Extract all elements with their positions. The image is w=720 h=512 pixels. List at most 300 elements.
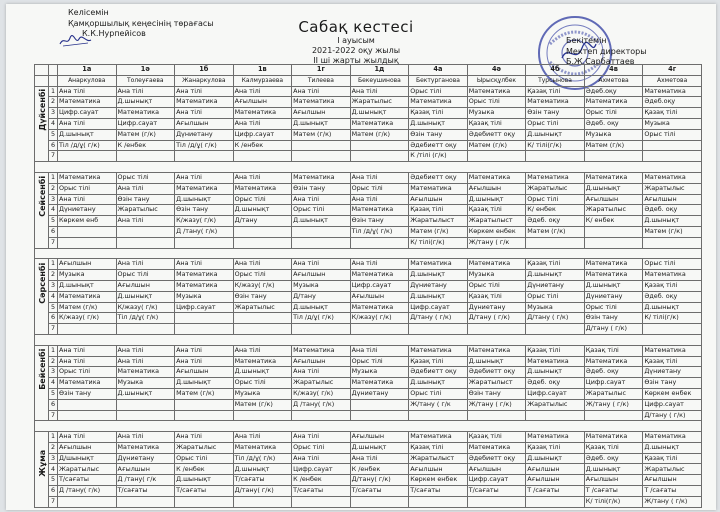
lesson-cell: Цифр.сауат	[233, 129, 292, 140]
lesson-cell: Музыка	[467, 108, 526, 119]
lesson-cell	[292, 410, 351, 421]
lesson-cell	[409, 410, 468, 421]
lesson-cell: Ағылшын	[350, 291, 409, 302]
lesson-cell	[233, 237, 292, 248]
lesson-cell	[467, 324, 526, 335]
lesson-cell: К/ тілі(г/к)	[643, 313, 702, 324]
table-row	[35, 129, 702, 140]
lesson-cell: Ана тілі	[116, 86, 175, 97]
lesson-cell: Математика	[175, 280, 234, 291]
lesson-cell: Матем (г/к)	[526, 226, 585, 237]
lesson-cell: Т /сағаты	[584, 486, 643, 497]
lesson-number: 1	[49, 172, 58, 183]
lesson-cell: Әдеб. оқу	[643, 205, 702, 216]
lesson-cell: Жаратылыст	[467, 216, 526, 227]
lesson-cell: Д.шынықт	[292, 216, 351, 227]
lesson-number: 7	[49, 151, 58, 162]
lesson-cell: Т /сағаты	[643, 486, 702, 497]
lesson-cell	[233, 410, 292, 421]
lesson-cell: К /енбек	[175, 464, 234, 475]
lesson-number: 4	[49, 378, 58, 389]
lesson-cell: Әдебиетт оқу	[467, 453, 526, 464]
lesson-cell: К /енбек	[116, 140, 175, 151]
lesson-number: 6	[49, 486, 58, 497]
page-title: Сабақ кестесі	[298, 18, 414, 36]
lesson-cell	[116, 324, 175, 335]
lesson-cell	[116, 226, 175, 237]
lesson-cell: Д.шынықт	[409, 291, 468, 302]
lesson-cell: Көркем енбек	[467, 226, 526, 237]
lesson-cell: Ағылшын	[292, 356, 351, 367]
lesson-cell: Орыс тілі	[409, 388, 468, 399]
lesson-cell: Қазақ тілі	[526, 442, 585, 453]
lesson-cell: Д/тану	[233, 216, 292, 227]
lesson-cell: Математика	[116, 108, 175, 119]
lesson-cell	[175, 237, 234, 248]
lesson-cell: Ағылшын	[292, 270, 351, 281]
lesson-cell: Орыс тілі	[526, 194, 585, 205]
teacher-header: Ырысқұлбек	[467, 75, 526, 86]
lesson-cell	[116, 410, 175, 421]
lesson-cell: Д/тану	[292, 291, 351, 302]
lesson-cell: Матем (г/к)	[175, 388, 234, 399]
teacher-header: Калмурзаева	[233, 75, 292, 86]
class-header: 4а	[409, 65, 468, 76]
lesson-cell: Матем (г/к)	[292, 129, 351, 140]
lesson-cell: Д/тану ( г/к)	[526, 313, 585, 324]
lesson-cell: Д/шынықт	[58, 453, 117, 464]
lesson-cell: Ана тілі	[175, 356, 234, 367]
lesson-cell: Д.шынықт	[116, 388, 175, 399]
lesson-cell: Д/тану( г/к)	[233, 486, 292, 497]
table-row	[35, 324, 702, 335]
lesson-cell: Өзін тану	[233, 291, 292, 302]
lesson-cell: Ана тілі	[292, 86, 351, 97]
lesson-cell: Математика	[584, 270, 643, 281]
lesson-cell: Д.шынықт	[584, 183, 643, 194]
lesson-cell: Қазақ тілі	[467, 118, 526, 129]
lesson-cell: Математика	[233, 442, 292, 453]
lesson-cell: Қазақ тілі	[409, 205, 468, 216]
table-row	[35, 108, 702, 119]
lesson-cell: Математика	[409, 97, 468, 108]
lesson-number: 2	[49, 97, 58, 108]
lesson-cell: Ана тілі	[350, 453, 409, 464]
lesson-number: 1	[49, 432, 58, 443]
teacher-header: Анаркулова	[58, 75, 117, 86]
lesson-cell: Ана тілі	[116, 183, 175, 194]
lesson-cell: Қазақ тілі	[409, 442, 468, 453]
lesson-cell: Д.шынықт	[584, 464, 643, 475]
lesson-number: 3	[49, 194, 58, 205]
lesson-cell: Ана тілі	[233, 86, 292, 97]
lesson-cell: Жаратылыс	[116, 205, 175, 216]
lesson-cell: Ағылшын	[409, 194, 468, 205]
lesson-cell: Өзін тану	[409, 129, 468, 140]
lesson-cell: Жаратылыс	[526, 183, 585, 194]
lesson-cell	[350, 399, 409, 410]
day-separator	[35, 334, 702, 345]
table-row	[35, 259, 702, 270]
lesson-cell: Д.шынықт	[643, 442, 702, 453]
lesson-cell: Математика	[643, 345, 702, 356]
lesson-cell: Орыс тілі	[584, 302, 643, 313]
lesson-cell: Өзін тану	[175, 205, 234, 216]
lesson-cell	[350, 496, 409, 507]
day-label	[35, 345, 49, 421]
lesson-cell: Жаратылыс	[584, 388, 643, 399]
lesson-cell: Математика	[584, 259, 643, 270]
lesson-cell: Орыс тілі	[116, 270, 175, 281]
lesson-cell: Цифр.сауат	[116, 118, 175, 129]
approval-right-line-3: Б.Ж.Сарбаттаев	[566, 57, 635, 66]
lesson-cell: Орыс тілі	[116, 172, 175, 183]
class-header: 4ә	[467, 65, 526, 76]
lesson-cell: Д/тану ( г/к)	[584, 324, 643, 335]
day-label	[35, 172, 49, 248]
lesson-cell: Математика	[643, 432, 702, 443]
lesson-cell: Әдеб. оқу	[526, 216, 585, 227]
lesson-cell	[350, 410, 409, 421]
lesson-cell: Математика	[350, 270, 409, 281]
lesson-cell: Цифр.сауат	[526, 388, 585, 399]
lesson-cell: Ағылшын	[467, 183, 526, 194]
day-name: Жұма	[38, 449, 48, 477]
lesson-cell	[175, 324, 234, 335]
lesson-cell: К/жазу( г/к)	[292, 388, 351, 399]
lesson-cell: Ағылшын	[409, 464, 468, 475]
lesson-cell: Тіл /д/ұ( г/к)	[175, 140, 234, 151]
day-separator	[35, 162, 702, 173]
lesson-cell: Орыс тілі	[409, 86, 468, 97]
lesson-cell: Дүниетану	[58, 205, 117, 216]
teacher-header: Тилеева	[292, 75, 351, 86]
lesson-cell	[233, 151, 292, 162]
lesson-cell	[350, 324, 409, 335]
lesson-cell: К/ тілі(г/к)	[584, 496, 643, 507]
lesson-cell	[409, 324, 468, 335]
lesson-cell: Дүниетану	[643, 367, 702, 378]
lesson-cell	[233, 313, 292, 324]
lesson-cell: Ана тілі	[58, 345, 117, 356]
lesson-cell: Ана тілі	[233, 259, 292, 270]
lesson-cell: Әдебиетт оқу	[467, 129, 526, 140]
lesson-cell: Д.шынықт	[526, 453, 585, 464]
lesson-cell	[526, 237, 585, 248]
lesson-cell: Музыка	[175, 291, 234, 302]
lesson-cell: Орыс тілі	[643, 129, 702, 140]
lesson-cell: Д.шынықт	[409, 270, 468, 281]
lesson-cell	[233, 496, 292, 507]
lesson-cell: Тіл /д/ұ( г/к)	[233, 453, 292, 464]
lesson-number: 5	[49, 388, 58, 399]
day-separator	[35, 421, 702, 432]
lesson-number: 2	[49, 270, 58, 281]
lesson-cell	[175, 151, 234, 162]
lesson-cell: Ағылшын	[58, 442, 117, 453]
shift-label: I ауысым	[337, 36, 375, 45]
lesson-cell: Әдеб. оқу	[584, 118, 643, 129]
lesson-cell	[584, 151, 643, 162]
lesson-cell: Орыс тілі	[467, 280, 526, 291]
lesson-number: 4	[49, 118, 58, 129]
table-row	[35, 183, 702, 194]
lesson-cell: Математика	[467, 86, 526, 97]
lesson-cell	[467, 151, 526, 162]
lesson-cell: Математика	[233, 356, 292, 367]
lesson-cell: Қазақ тілі	[409, 108, 468, 119]
lesson-cell: Музыка	[467, 270, 526, 281]
lesson-cell	[467, 496, 526, 507]
lesson-cell: К/ тілі(г/к)	[526, 140, 585, 151]
lesson-cell: Цифр.сауат	[292, 464, 351, 475]
lesson-cell	[350, 151, 409, 162]
lesson-cell: Математика	[175, 270, 234, 281]
class-header: 4в	[584, 65, 643, 76]
lesson-number: 5	[49, 216, 58, 227]
lesson-cell: Өзін тану	[58, 388, 117, 399]
lesson-cell	[58, 399, 117, 410]
lesson-cell: К /енбек	[233, 140, 292, 151]
lesson-cell: Ағылшын	[584, 194, 643, 205]
lesson-cell: Әдеб. оқу	[526, 378, 585, 389]
lesson-cell: Ана тілі	[58, 356, 117, 367]
lesson-cell: Математика	[233, 108, 292, 119]
lesson-cell: Ана тілі	[58, 194, 117, 205]
table-row	[35, 172, 702, 183]
lesson-cell: Қазақ тілі	[643, 108, 702, 119]
table-row	[35, 302, 702, 313]
lesson-cell: Ағылшын	[233, 97, 292, 108]
lesson-cell: Жаратылыс	[526, 399, 585, 410]
lesson-cell	[58, 151, 117, 162]
table-row	[35, 345, 702, 356]
lesson-cell: Дүниетану	[350, 388, 409, 399]
lesson-cell: Т /сағаты	[526, 486, 585, 497]
lesson-cell: Ана тілі	[292, 453, 351, 464]
lesson-cell: Өзін тану	[526, 108, 585, 119]
lesson-cell: Көркем енбек	[409, 475, 468, 486]
day-separator-cell	[35, 334, 702, 345]
lesson-cell: Д.шынықт	[526, 270, 585, 281]
table-row	[35, 97, 702, 108]
lesson-cell: Ағылшын	[116, 464, 175, 475]
lesson-cell	[350, 140, 409, 151]
lesson-cell: Матем (г/к)	[584, 140, 643, 151]
lesson-cell: Жаратылыст	[409, 216, 468, 227]
day-separator	[35, 248, 702, 259]
lesson-cell: Ана тілі	[233, 172, 292, 183]
lesson-cell: Әдеб. оқу	[643, 291, 702, 302]
lesson-cell: Дүниетану	[467, 302, 526, 313]
lesson-number: 6	[49, 313, 58, 324]
lesson-cell: Математика	[350, 118, 409, 129]
lesson-cell: Ана тілі	[350, 259, 409, 270]
table-row	[35, 226, 702, 237]
lesson-cell: К/ тілі(г/к)	[409, 237, 468, 248]
lesson-cell	[116, 151, 175, 162]
lesson-number: 5	[49, 475, 58, 486]
lesson-cell	[58, 324, 117, 335]
lesson-cell: Ж/тану ( г/к)	[467, 399, 526, 410]
class-header: 1ә	[116, 65, 175, 76]
lesson-cell: Ана тілі	[292, 259, 351, 270]
lesson-number: 2	[49, 442, 58, 453]
lesson-cell: Ағылшын	[526, 464, 585, 475]
timetable	[34, 64, 702, 508]
approval-right-line-1: Бекітемін	[566, 36, 607, 45]
lesson-cell: Д.шынықт	[233, 464, 292, 475]
lesson-cell: Жаратылыс	[58, 464, 117, 475]
lesson-cell	[526, 324, 585, 335]
lesson-cell: Д.шынықт	[175, 475, 234, 486]
day-label	[35, 86, 49, 162]
lesson-cell: Музыка	[58, 270, 117, 281]
lesson-cell: Қазақ тілі	[584, 345, 643, 356]
lesson-cell	[116, 496, 175, 507]
lesson-cell: Д /тану( г/к)	[292, 399, 351, 410]
lesson-cell: Математика	[643, 86, 702, 97]
lesson-cell: Д.шынықт	[58, 129, 117, 140]
lesson-cell: Математика	[292, 345, 351, 356]
lesson-cell: Д.шынықт	[175, 378, 234, 389]
table-row	[35, 442, 702, 453]
lesson-cell: Математика	[467, 345, 526, 356]
lesson-number: 5	[49, 129, 58, 140]
lesson-cell: Әдеб. оқу	[584, 367, 643, 378]
lesson-cell: Математика	[175, 97, 234, 108]
lesson-cell: Д.шынықт	[467, 194, 526, 205]
corner-cell	[35, 75, 49, 86]
lesson-cell: Математика	[643, 270, 702, 281]
lesson-cell: Жаратылыс	[233, 302, 292, 313]
lesson-cell: Орыс тілі	[643, 259, 702, 270]
lesson-number: 7	[49, 410, 58, 421]
lesson-cell	[350, 237, 409, 248]
teacher-header: Ахметова	[584, 75, 643, 86]
lesson-cell: Ана тілі	[175, 108, 234, 119]
day-separator-cell	[35, 248, 702, 259]
lesson-cell: Ана тілі	[175, 172, 234, 183]
lesson-number: 4	[49, 464, 58, 475]
lesson-cell: Қазақ тілі	[643, 356, 702, 367]
lesson-cell	[175, 410, 234, 421]
table-row	[35, 378, 702, 389]
lesson-cell: Т/сағаты	[292, 486, 351, 497]
approval-left-line-1: Келісемін	[68, 8, 109, 17]
lesson-cell: Ағылшын	[350, 432, 409, 443]
lesson-cell	[233, 324, 292, 335]
lesson-cell: Қазақ тілі	[526, 86, 585, 97]
lesson-cell: Жаратылыс	[643, 464, 702, 475]
lesson-cell: К/ енбек	[526, 205, 585, 216]
lesson-cell: Музыка	[292, 280, 351, 291]
school-year-label: 2021-2022 оқу жылы	[311, 46, 401, 55]
lesson-cell: Д.шынықт	[233, 205, 292, 216]
lesson-cell: Ағылшын	[175, 367, 234, 378]
lesson-cell: Дүниетану	[584, 291, 643, 302]
lesson-number: 6	[49, 140, 58, 151]
lesson-cell: Өзін тану	[643, 378, 702, 389]
lesson-cell: Матем (г/к)	[350, 129, 409, 140]
lesson-cell: Музыка	[643, 118, 702, 129]
lesson-cell: Жаратылыст	[409, 453, 468, 464]
class-header: 1г	[292, 65, 351, 76]
lesson-cell: Ана тілі	[350, 172, 409, 183]
lesson-cell: Цифр.сауат	[350, 280, 409, 291]
lesson-number: 1	[49, 259, 58, 270]
table-row	[35, 194, 702, 205]
lesson-cell: Ана тілі	[175, 259, 234, 270]
lesson-cell: К /тілі (г/к)	[409, 151, 468, 162]
lesson-cell: К/жазу( г/к)	[58, 313, 117, 324]
lesson-number: 2	[49, 356, 58, 367]
class-header: 1в	[233, 65, 292, 76]
lesson-cell: Тіл /д/ұ( г/к)	[350, 226, 409, 237]
lesson-cell: Музыка	[350, 367, 409, 378]
lesson-cell: Математика	[584, 97, 643, 108]
lesson-cell: Д.шынықт	[643, 216, 702, 227]
lesson-cell: К/жазу( г/к)	[175, 216, 234, 227]
lesson-cell: Ана тілі	[58, 86, 117, 97]
lesson-cell: Математика	[292, 172, 351, 183]
lesson-cell: Тіл /д/ұ( г/к)	[116, 313, 175, 324]
lesson-number: 3	[49, 280, 58, 291]
lesson-cell: Математика	[58, 172, 117, 183]
lesson-cell: Т/сағаты	[233, 475, 292, 486]
lesson-cell	[643, 237, 702, 248]
table-row	[35, 399, 702, 410]
lesson-cell: К/жазу( г/к)	[350, 313, 409, 324]
lesson-cell: Д /тану( г/к)	[58, 486, 117, 497]
day-name: Дүйсенбі	[38, 88, 48, 131]
lesson-cell: Жаратылыс	[350, 97, 409, 108]
lesson-cell: Қазақ тілі	[467, 205, 526, 216]
lesson-cell: Ана тілі	[175, 345, 234, 356]
lesson-cell: Қазақ тілі	[584, 442, 643, 453]
lesson-cell: Ана тілі	[350, 345, 409, 356]
lesson-cell: Орыс тілі	[350, 356, 409, 367]
table-row	[35, 205, 702, 216]
lesson-cell: Ж/тану ( г/к	[409, 399, 468, 410]
lesson-cell: Математика	[58, 97, 117, 108]
lesson-cell: Өзін тану	[584, 313, 643, 324]
table-row	[35, 291, 702, 302]
lesson-cell: Қазақ тілі	[467, 291, 526, 302]
lesson-cell: Т/сағаты	[175, 486, 234, 497]
handwritten-signature-left	[58, 34, 94, 48]
lesson-cell: Д/тану( г/к)	[350, 475, 409, 486]
lesson-cell: Жаратылыст	[467, 378, 526, 389]
lesson-cell: Әдебиетт оқу	[409, 140, 468, 151]
lesson-cell: Д /тану( г/к	[116, 475, 175, 486]
lesson-cell	[116, 237, 175, 248]
lesson-cell: Ағылшын	[584, 475, 643, 486]
lesson-number: 4	[49, 291, 58, 302]
lesson-cell: Ана тілі	[233, 118, 292, 129]
lesson-cell: Қазақ тілі	[467, 432, 526, 443]
lesson-cell: Математика	[409, 432, 468, 443]
lesson-cell: Цифр.сауат	[58, 108, 117, 119]
lesson-cell: Д.шынықт	[409, 118, 468, 129]
lesson-cell	[292, 151, 351, 162]
lesson-cell: Цифр.сауат	[467, 475, 526, 486]
lesson-cell: Әдеб.оқу	[643, 97, 702, 108]
class-header: 4б	[526, 65, 585, 76]
lesson-cell: Д.шынықт	[409, 378, 468, 389]
lesson-cell: Ағылшын	[643, 194, 702, 205]
lesson-cell: Орыс тілі	[292, 205, 351, 216]
